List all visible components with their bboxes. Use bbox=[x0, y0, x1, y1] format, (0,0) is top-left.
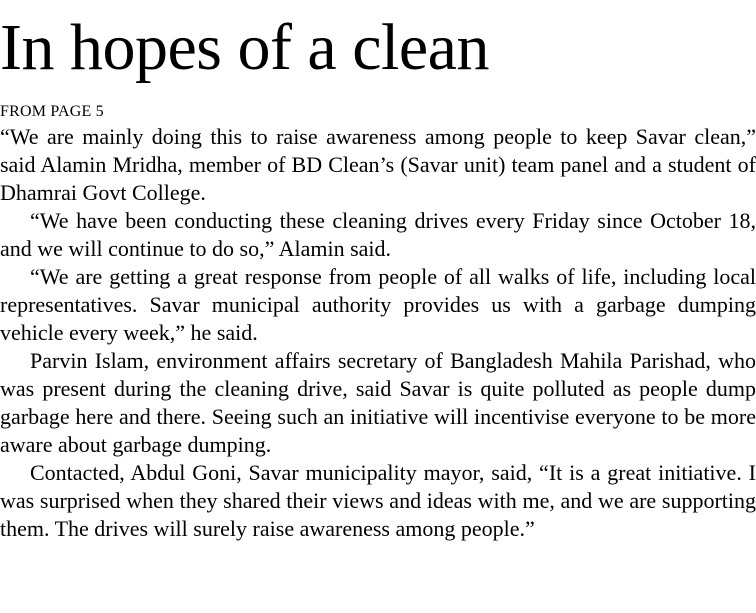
continued-from-label: FROM PAGE 5 bbox=[0, 103, 104, 120]
body-paragraph: Contacted, Abdul Goni, Savar municipality mayor, said, “It is a great initiative. I was surprised when they shared their views and ideas with me, and we are supporting them. The drives will surely raise awareness among people.” bbox=[0, 460, 756, 541]
article-body bbox=[0, 123, 756, 543]
body-paragraph: Parvin Islam, environment affairs secretary of Bangladesh Mahila Parishad, who was present during the cleaning drive, said Savar is quite polluted as people dump garbage here and there. Seeing such an initiative will incentivise everyone to be more aware about garbage dumping. bbox=[0, 348, 756, 457]
headline: In hopes of a clean bbox=[0, 11, 489, 84]
body-paragraph: “We are getting a great response from people of all walks of life, including local representatives. Savar municipal authority provides us with a garbage dumping vehicle every week,” he said. bbox=[0, 264, 756, 345]
body-paragraph: “We are mainly doing this to raise awareness among people to keep Savar clean,” said Alamin Mridha, member of BD Clean’s (Savar unit) team panel and a student of Dhamrai Govt College. bbox=[0, 124, 756, 205]
body-paragraph: “We have been conducting these cleaning drives every Friday since October 18, and we will continue to do so,” Alamin said. bbox=[0, 208, 756, 261]
